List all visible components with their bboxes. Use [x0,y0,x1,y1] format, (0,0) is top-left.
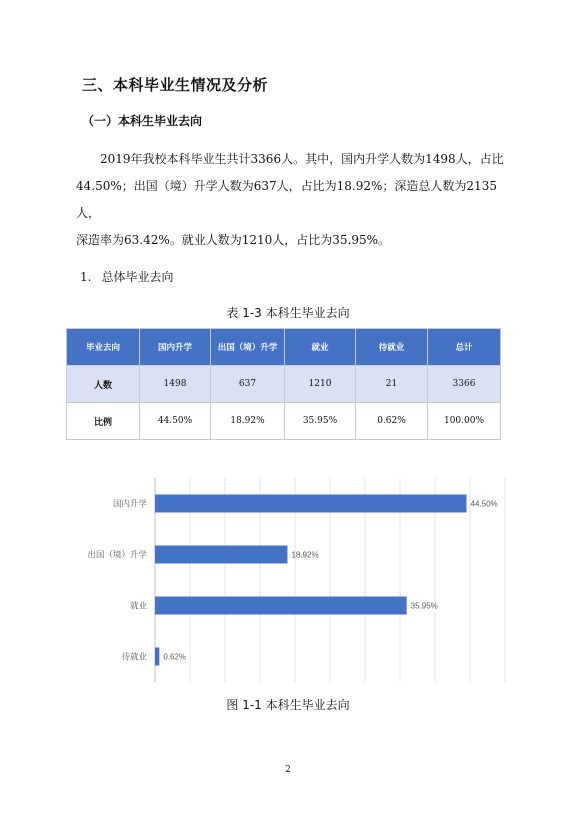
chart-category-label: 待就业 [121,652,147,663]
subheading-text: 总体毕业去向 [101,270,174,284]
table-header-cell: 出国（境）升学 [211,329,285,366]
section-title: 三、本科毕业生情况及分析 [82,76,269,94]
chart-bar [155,546,287,564]
subheading [80,268,173,285]
paragraph-line-1: 2019年我校本科毕业生共计3366人。其中，国内升学人数为1498人，占比 [100,152,504,166]
table-cell: 35.95% [285,403,356,440]
table-cell: 0.62% [356,403,428,440]
table-cell: 21 [356,366,428,403]
subsection-title: （一）本科生毕业去向 [82,114,203,128]
chart-bar [155,597,407,615]
table-row [67,403,501,440]
table-header-cell: 国内升学 [140,329,211,366]
table-cell: 1210 [285,366,356,403]
table-header-cell: 待就业 [356,329,428,366]
chart-bar [155,648,159,666]
table-header-row [67,329,501,366]
subheading-number: 1. [80,270,92,284]
chart-data-label: 0.62% [163,652,187,662]
chart-category-label: 就业 [129,601,147,612]
table-cell: 18.92% [211,403,285,440]
table-cell: 3366 [428,366,501,403]
destination-bar-chart [0,470,576,690]
summary-paragraph [76,146,506,254]
table-header-cell: 毕业去向 [67,329,140,366]
table-header-cell: 总计 [428,329,501,366]
table-cell: 1498 [140,366,211,403]
table-header-cell: 就业 [285,329,356,366]
table-row [67,366,501,403]
table-cell: 44.50% [140,403,211,440]
chart-category-label: 国内升学 [112,499,147,510]
table-row-header: 人数 [67,366,140,403]
chart-bar [155,495,467,513]
chart-data-label: 35.95% [410,601,438,611]
chart-category-label: 出国（境）升学 [87,550,147,561]
table-cell: 100.00% [428,403,501,440]
table-cell: 637 [211,366,285,403]
table-caption: 表 1-3 本科生毕业去向 [226,306,350,320]
page-number: 2 [285,765,291,775]
destination-table [66,328,501,440]
table-row-header: 比例 [67,403,140,440]
figure-caption: 图 1-1 本科生毕业去向 [226,698,350,712]
chart-data-label: 44.50% [470,499,498,509]
paragraph-line-2: 44.50%；出国（境）升学人数为637人，占比为18.92%；深造总人数为2135人， [76,179,497,220]
paragraph-line-3: 深造率为63.42%。就业人数为1210人，占比为35.95%。 [76,233,391,247]
chart-data-label: 18.92% [291,550,319,560]
